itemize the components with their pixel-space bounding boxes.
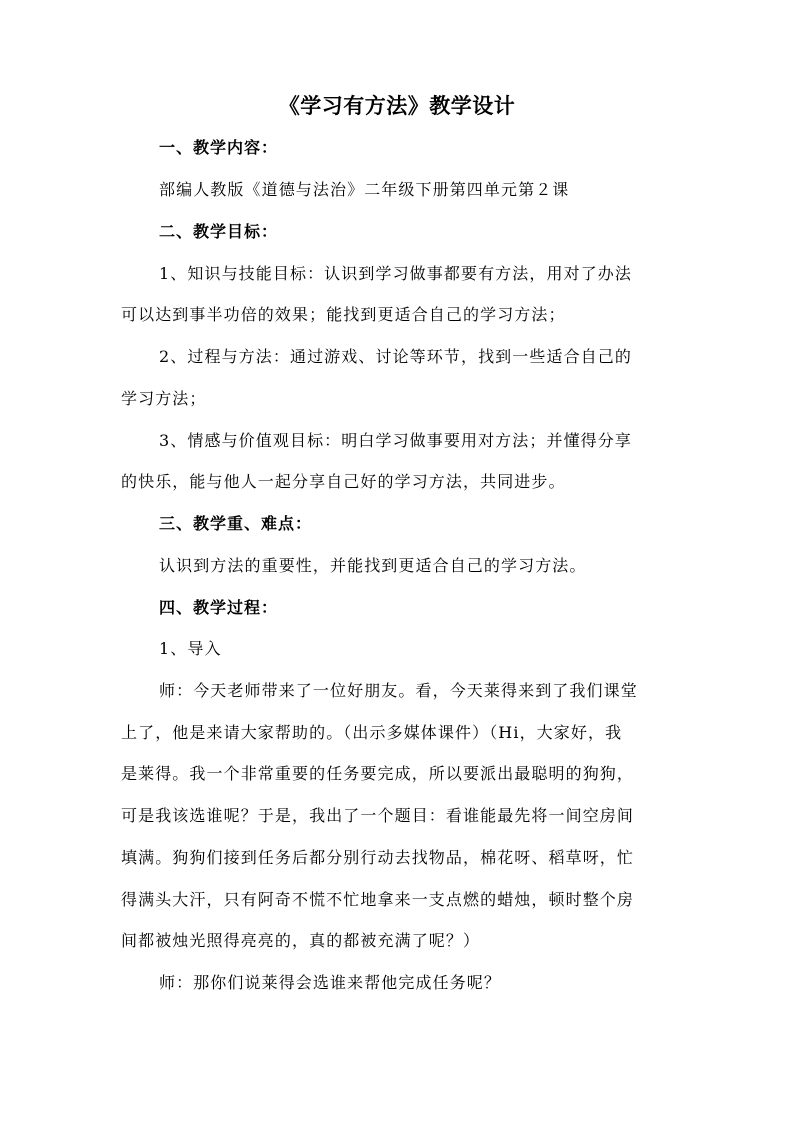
para1-line1: 师：今天老师带来了一位好朋友。看，今天莱得来到了我们课堂 [159, 681, 638, 700]
para1-line5: 填满。狗狗们接到任务后都分别行动去找物品，棉花呀、稻草呀，忙 [121, 848, 635, 867]
para1-line3: 是莱得。我一个非常重要的任务要完成，所以要派出最聪明的狗狗， [121, 764, 635, 783]
para1-line7: 间都被烛光照得亮亮的，真的都被充满了呢？） [121, 931, 481, 950]
section-heading-content: 一、教学内容： [159, 138, 279, 157]
para2-line1: 师：那你们说莱得会选谁来帮他完成任务呢？ [159, 973, 502, 992]
goal2-line1: 2、过程与方法：通过游戏、讨论等环节，找到一些适合自己的 [159, 347, 632, 366]
keypoints-text: 认识到方法的重要性，并能找到更适合自己的学习方法。 [159, 556, 587, 575]
section-heading-goals: 二、教学目标： [159, 222, 279, 241]
goal1-line2: 可以达到事半功倍的效果；能找到更适合自己的学习方法； [121, 305, 566, 324]
goal3-line1: 3、情感与价值观目标：明白学习做事要用对方法；并懂得分享 [159, 431, 632, 450]
para1-line4: 可是我该选谁呢？于是，我出了一个题目：看谁能最先将一间空房间 [121, 806, 635, 825]
goal3-line2: 的快乐，能与他人一起分享自己好的学习方法，共同进步。 [121, 472, 566, 491]
document-title: 《学习有方法》教学设计 [278, 93, 516, 118]
section-heading-keypoints: 三、教学重、难点： [159, 514, 313, 533]
para1-line6: 得满头大汗，只有阿奇不慌不忙地拿来一支点燃的蜡烛，顿时整个房 [121, 890, 635, 909]
process-step1: 1、导入 [159, 639, 222, 658]
content-text: 部编人教版《道德与法治》二年级下册第四单元第２课 [159, 180, 570, 199]
goal1-line1: 1、知识与技能目标：认识到学习做事都要有方法，用对了办法 [159, 264, 632, 283]
para1-line2: 上了，他是来请大家帮助的。（出示多媒体课件）（Hi，大家好，我 [121, 723, 623, 742]
goal2-line2: 学习方法； [121, 389, 207, 408]
section-heading-process: 四、教学过程： [159, 598, 279, 617]
